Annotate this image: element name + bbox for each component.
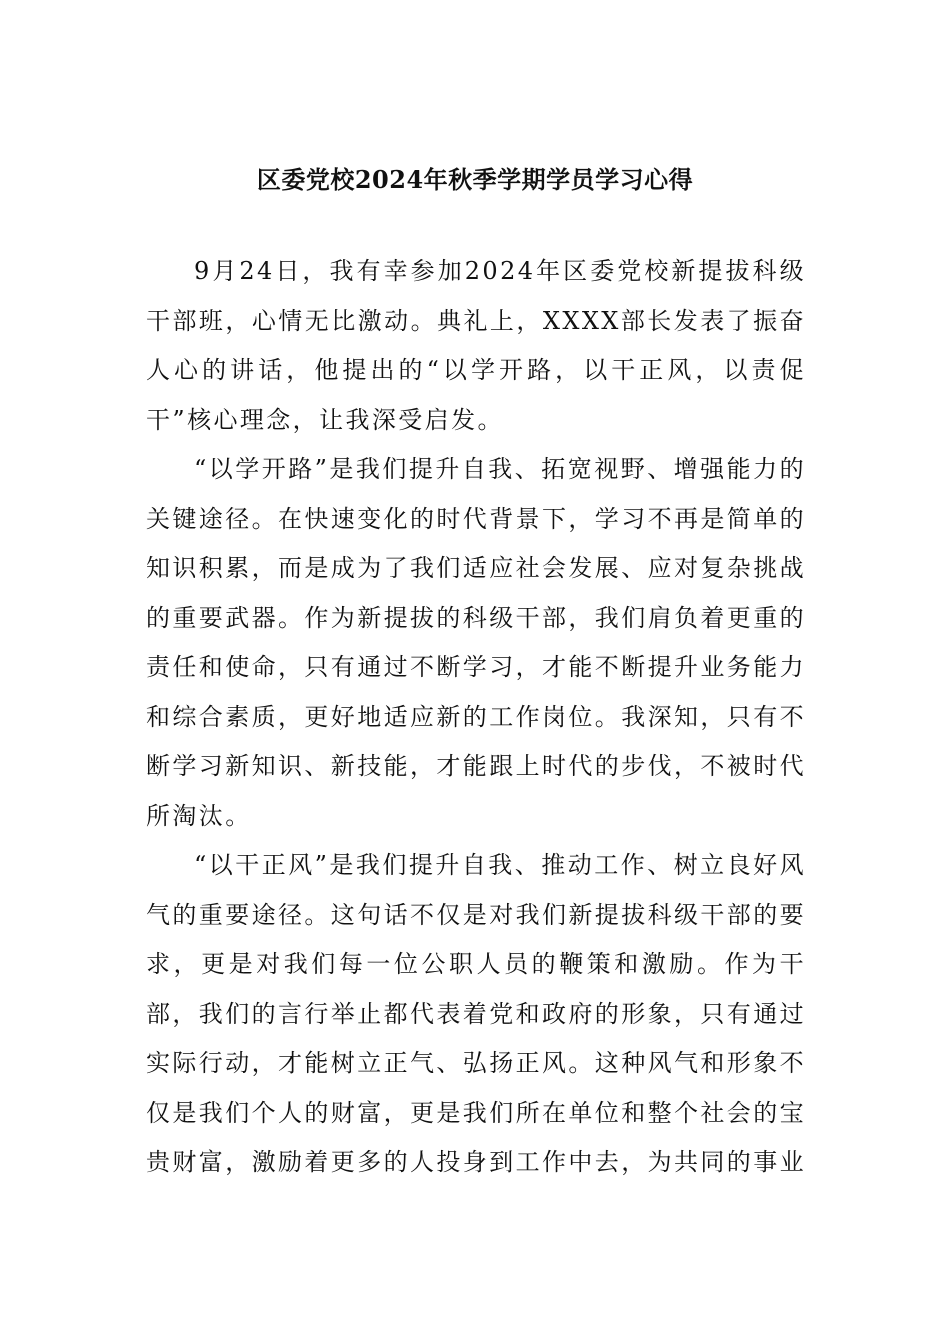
paragraph-2: “以学开路”是我们提升自我、拓宽视野、增强能力的关键途径。在快速变化的时代背景下，学习不再是简单的知识积累，而是成为了我们适应社会发展、应对复杂挑战的重要武器。作为新提拔的科级干部，我们肩负着更重的责任和使命，只有通过不断学习，才能不断提升业务能力和综合素质，更好地适应新的工作岗位。我深知，只有不断学习新知识、新技能，才能跟上时代的步伐，不被时代所淘汰。 xyxy=(146,455,806,830)
paragraph-1: 9月24日，我有幸参加2024年区委党校新提拔科级干部班，心情无比激动。典礼上，XXXX部长发表了振奋人心的讲话，他提出的“以学开路，以干正风，以责促干”核心理念，让我深受启发。 xyxy=(146,257,806,434)
document-body xyxy=(146,247,806,1337)
document-title: 区委党校2024年秋季学期学员学习心得 xyxy=(256,165,694,194)
paragraph-3: “以干正风”是我们提升自我、推动工作、树立良好风气的重要途径。这句话不仅是对我们新提拔科级干部的要求，更是对我们每一位公职人员的鞭策和激励。作为干部，我们的言行举止都代表着党和政府的形象，只有通过实际行动，才能树立正气、弘扬正风。这种风气和形象不仅是我们个人的财富，更是我们所在单位和整个社会的宝贵财富，激励着更多的人投身到工作中去，为共同的事业 xyxy=(146,851,806,1176)
